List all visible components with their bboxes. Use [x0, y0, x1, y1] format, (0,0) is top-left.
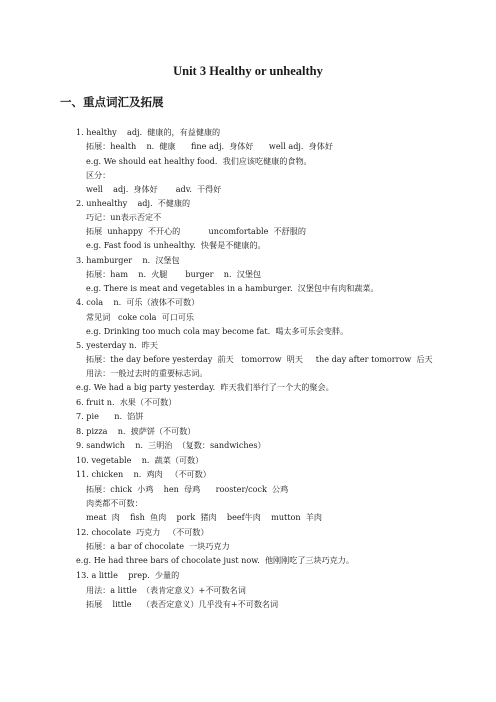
content-line: well adj. 身体好 adv. 干得好 [86, 184, 222, 194]
content-line: 9. sandwich n. 三明治 （复数：sandwiches） [76, 440, 266, 450]
content-line: 12. chocolate 巧克力 （不可数） [76, 527, 209, 537]
content-line: e.g. Drinking too much cola may become fat. 喝太多可乐会变胖。 [86, 326, 349, 336]
content-line: 拓展 unhappy 不开心的 uncomfortable 不舒服的 [86, 226, 306, 236]
content-line: e.g. He had three bars of chocolate just now. 他刚刚吃了三块巧克力。 [76, 555, 354, 565]
content-line: 拓展：the day before yesterday 前天 tomorrow 明天 the day after tomorrow 后天 [86, 354, 433, 364]
content-line: 11. chicken n. 鸡肉 （不可数） [76, 469, 211, 479]
content-line: 5. yesterday n. 昨天 [76, 340, 158, 350]
content-line: 肉类都不可数： [86, 498, 143, 508]
unit-title: Unit 3 Healthy or unhealthy [173, 64, 323, 78]
content-line: 拓展：a bar of chocolate 一块巧克力 [86, 541, 230, 551]
content-line: 拓展：chick 小鸡 hen 母鸡 rooster/cock 公鸡 [86, 484, 289, 494]
content-line: 拓展：health n. 健康 fine adj. 身体好 well adj. 身体好 [86, 141, 333, 151]
content-line: 2. unhealthy adj. 不健康的 [76, 198, 191, 208]
content-line: 13. a little prep. 少量的 [76, 570, 180, 580]
section-heading: 一、重点词汇及拓展 [60, 95, 164, 109]
content-line: 区分： [86, 170, 111, 180]
content-line: e.g. We had a big party yesterday. 昨天我们举行了一个大的聚会。 [76, 382, 334, 392]
content-line: 巧记：un表示否定不 [86, 212, 162, 222]
content-line: meat 肉 fish 鱼肉 pork 猪肉 beef牛肉 mutton 羊肉 [86, 512, 322, 522]
content-line: e.g. Fast food is unhealthy. 快餐是不健康的。 [86, 240, 266, 250]
content-line: 常见词 coke cola 可口可乐 [86, 312, 195, 322]
content-line: 拓展 little （表否定意义）几乎没有+不可数名词 [86, 599, 279, 609]
content-line: 用法：a little （表肯定意义）+不可数名词 [86, 585, 246, 595]
content-line: 8. pizza n. 披萨饼（不可数） [76, 426, 196, 436]
content-line: e.g. We should eat healthy food. 我们应该吃健康的食物。 [86, 156, 312, 166]
content-line: 6. fruit n. 水果（不可数） [76, 397, 177, 407]
content-line: 4. cola n. 可乐（液体不可数） [76, 297, 200, 307]
content-line: 3. hamburger n. 汉堡包 [76, 255, 180, 265]
content-line: 1. healthy adj. 健康的，有益健康的 [76, 127, 221, 137]
content-line: e.g. There is meat and vegetables in a hamburger. 汉堡包中有肉和蔬菜。 [86, 283, 379, 293]
content-line: 7. pie n. 馅饼 [76, 411, 144, 421]
content-line: 用法：一般过去时的重要标志词。 [86, 368, 208, 378]
content-line: 10. vegetable n. 蔬菜（可数） [76, 455, 204, 465]
content-line: 拓展：ham n. 火腿 burger n. 汉堡包 [86, 269, 262, 279]
